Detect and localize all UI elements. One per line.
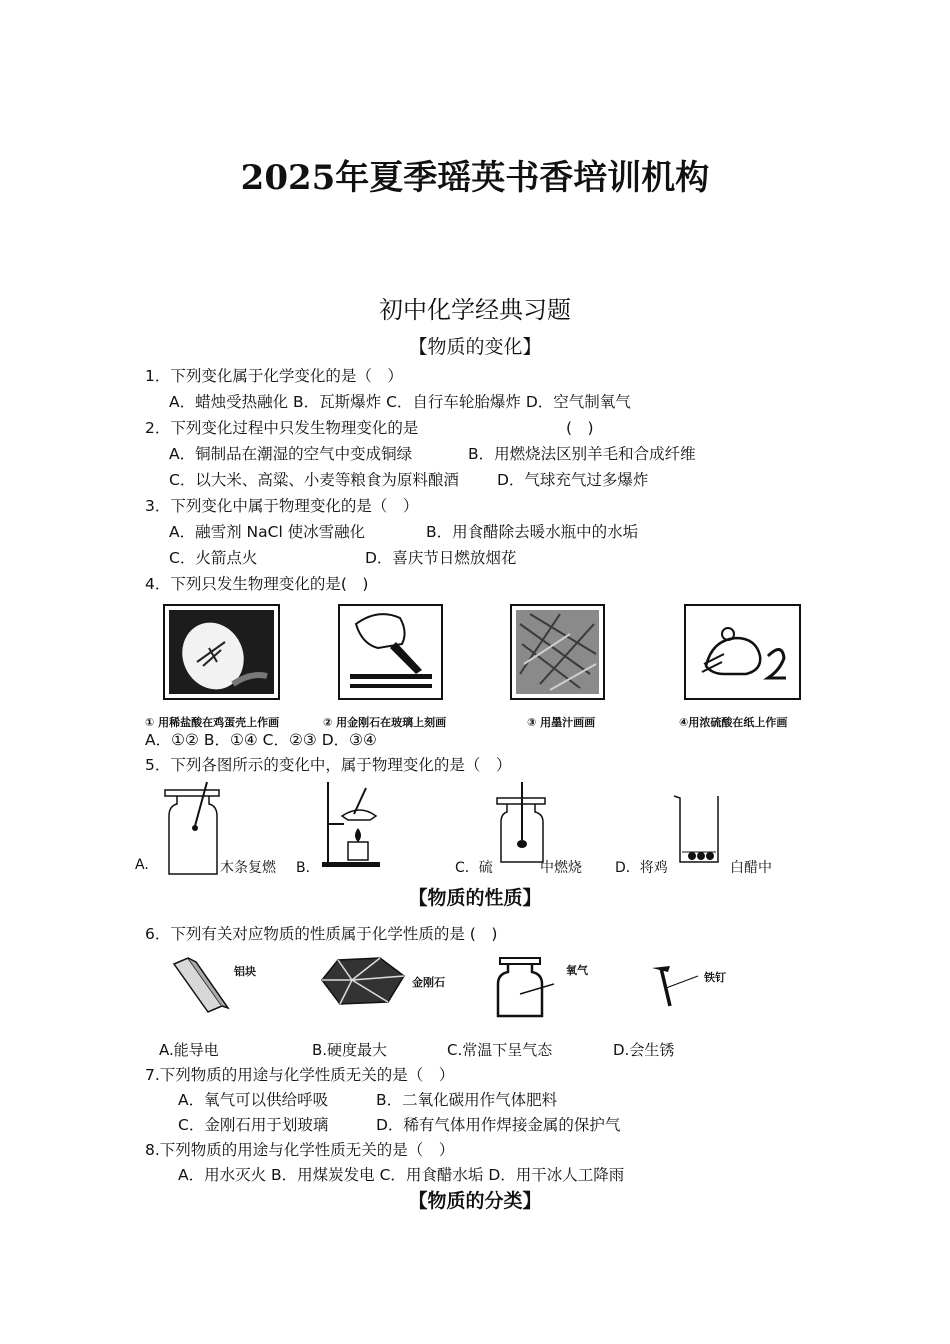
figure-label-aluminum: 铝块 <box>234 965 256 978</box>
figure-caption-2: ② 用金刚石在玻璃上刻画 <box>323 716 447 729</box>
question-3-option-d: D．喜庆节日燃放烟花 <box>365 549 517 567</box>
question-7-option-b: B．二氧化碳用作气体肥料 <box>376 1091 558 1109</box>
figure-aluminum-block <box>170 954 230 1016</box>
question-7-stem: 7.下列物质的用途与化学性质无关的是（ ） <box>145 1066 455 1084</box>
question-5-option-a-caption: 木条复燃 <box>220 860 276 876</box>
figure-label-oxygen: 氧气 <box>566 964 588 977</box>
question-7-option-d: D．稀有气体用作焊接金属的保护气 <box>376 1116 621 1134</box>
question-8-options: A．用水灭火 B．用煤炭发电 C．用食醋水垢 D．用干冰人工降雨 <box>178 1166 625 1184</box>
section-heading-classification: 【物质的分类】 <box>408 1190 542 1212</box>
figure-label-iron-nail: 铁钉 <box>704 971 726 984</box>
figure-jar-spoon <box>495 780 550 864</box>
question-7-option-c: C．金刚石用于划玻璃 <box>178 1116 329 1134</box>
section-heading-property: 【物质的性质】 <box>408 887 542 909</box>
question-5-stem: 5．下列各图所示的变化中，属于物理变化的是（ ） <box>145 756 512 774</box>
question-3-stem: 3．下列变化中属于物理变化的是（ ） <box>145 497 419 515</box>
question-6-stem: 6．下列有关对应物质的性质属于化学性质的是 ( ) <box>145 925 498 943</box>
question-2-stem: 2．下列变化过程中只发生物理变化的是 <box>145 419 419 437</box>
figure-caption-4: ④用浓硫酸在纸上作画 <box>679 716 788 729</box>
question-2-paren: ( ) <box>566 419 594 437</box>
question-5-option-d-caption: 白醋中 <box>730 860 772 876</box>
question-3-option-c: C．火箭点火 <box>169 549 258 567</box>
figure-oxygen-jar <box>494 956 554 1018</box>
question-3-option-a: A．融雪剂 NaCl 使冰雪融化 <box>169 523 366 541</box>
organization-title: 2025年夏季瑶英书香培训机构 <box>240 158 710 198</box>
figure-caption-3: ③ 用墨汁画画 <box>527 716 596 729</box>
section-heading-change: 【物质的变化】 <box>408 336 542 358</box>
figure-sulfuric-paper <box>684 604 801 700</box>
question-2-option-c: C．以大米、高粱、小麦等粮食为原料酿酒 <box>169 471 459 489</box>
document-title: 初中化学经典习题 <box>379 296 571 324</box>
figure-iron-nail <box>648 962 700 1010</box>
question-2-option-b: B．用燃烧法区别羊毛和合成纤维 <box>468 445 696 463</box>
question-5-option-c-caption: 中燃烧 <box>540 860 582 876</box>
question-5-option-b: B． <box>296 860 320 876</box>
figure-caption-1: ① 用稀盐酸在鸡蛋壳上作画 <box>145 716 280 729</box>
question-6-option-c: C.常温下呈气态 <box>447 1041 553 1059</box>
question-6-option-b: B.硬度最大 <box>312 1041 388 1059</box>
question-2-option-d: D．气球充气过多爆炸 <box>497 471 649 489</box>
figure-burner-stand <box>322 780 382 868</box>
question-6-option-d: D.会生锈 <box>613 1041 675 1059</box>
figure-label-diamond: 金刚石 <box>412 976 445 989</box>
question-5-option-a: A. <box>135 857 149 873</box>
question-5-option-d: D．将鸡 <box>615 860 668 876</box>
question-5-option-c: C．硫 <box>455 860 493 876</box>
question-1-options: A．蜡烛受热融化 B．瓦斯爆炸 C．自行车轮胎爆炸 D．空气制氧气 <box>169 393 631 411</box>
question-6-option-a: A.能导电 <box>159 1041 219 1059</box>
question-4-stem: 4．下列只发生物理变化的是( ) <box>145 575 369 593</box>
question-8-stem: 8.下列物质的用途与化学性质无关的是（ ） <box>145 1141 455 1159</box>
figure-beaker-eggs <box>672 792 724 866</box>
figure-eggshell <box>163 604 280 700</box>
question-1-stem: 1．下列变化属于化学变化的是（ ） <box>145 367 403 385</box>
figure-ink-painting <box>510 604 605 700</box>
question-2-option-a: A．铜制品在潮湿的空气中变成铜绿 <box>169 445 413 463</box>
figure-jar-splint <box>163 780 228 878</box>
question-4-options: A．①② B．①④ C．②③ D．③④ <box>145 731 377 749</box>
question-3-option-b: B．用食醋除去暖水瓶中的水垢 <box>426 523 639 541</box>
figure-diamond-glass <box>338 604 443 700</box>
figure-diamond <box>318 954 406 1008</box>
question-7-option-a: A．氧气可以供给呼吸 <box>178 1091 329 1109</box>
